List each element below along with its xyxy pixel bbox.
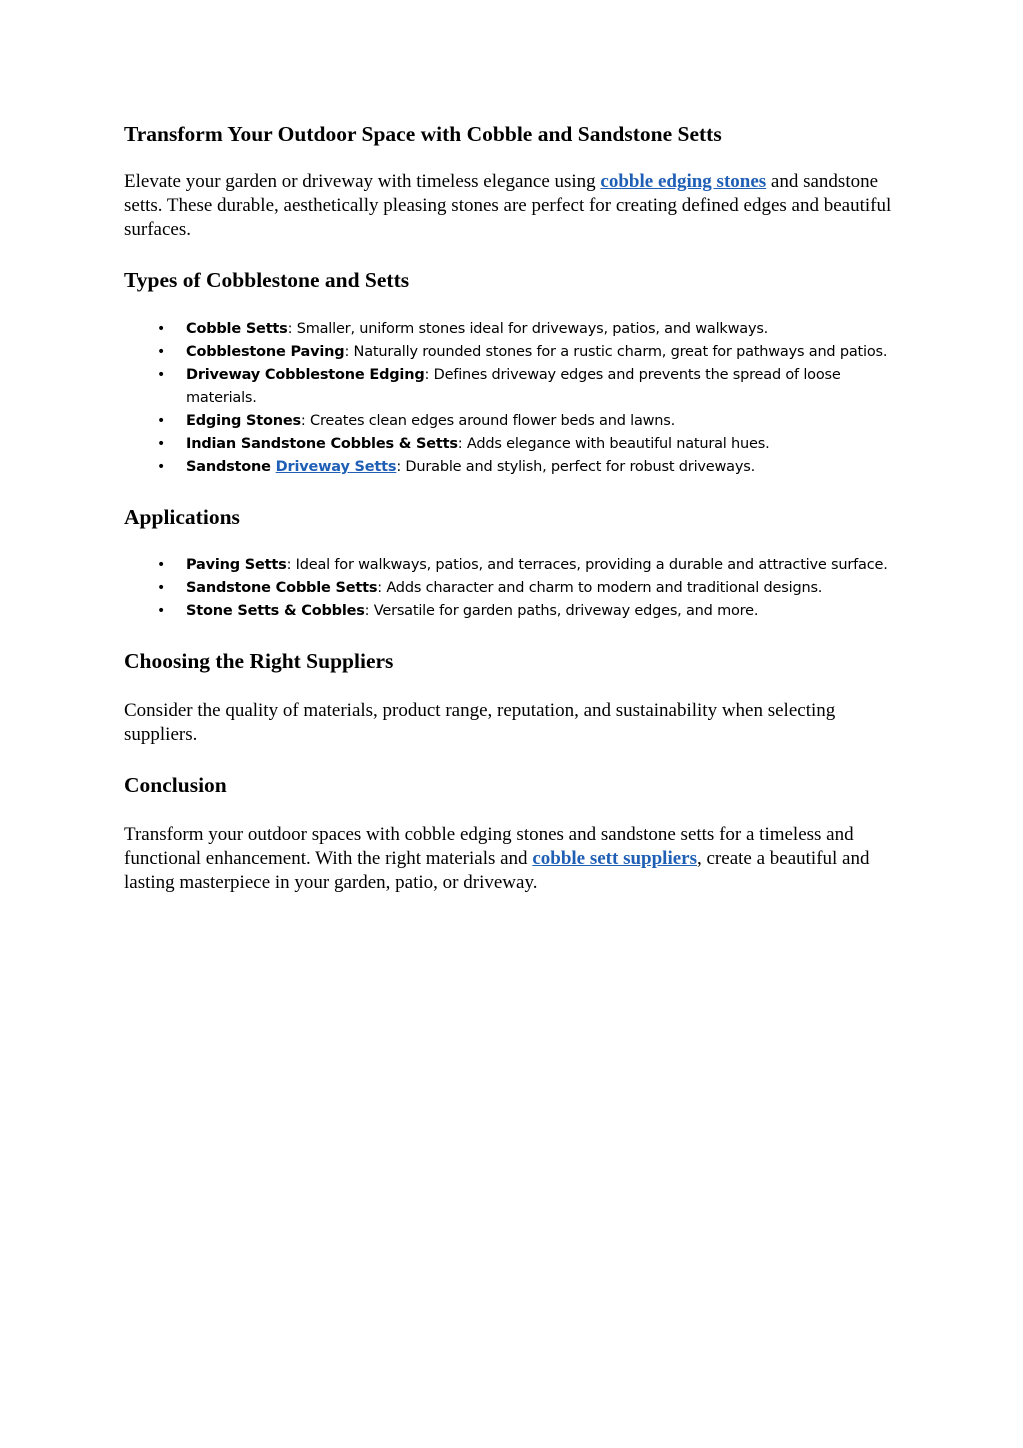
conclusion-paragraph (124, 823, 904, 895)
list-item-term: Indian Sandstone Cobbles & Setts (186, 435, 458, 452)
conclusion-text-end: , create a beautiful and lasting masterpiece in your garden, patio, or driveway. (124, 847, 870, 893)
list-item-desc: : Naturally rounded stones for a rustic charm, great for pathways and patios. (344, 343, 888, 360)
list-item (124, 577, 904, 600)
applications-list (124, 554, 904, 623)
list-item (124, 433, 904, 456)
intro-paragraph (124, 170, 904, 242)
bullet-icon: • (156, 343, 166, 360)
bullet-icon: • (156, 458, 166, 475)
list-item (124, 456, 904, 479)
intro-text-start: Elevate your garden or driveway with timeless elegance using (124, 170, 601, 192)
bullet-icon: • (156, 435, 166, 452)
cobble-edging-stones-link[interactable]: cobble edging stones (600, 170, 767, 192)
bullet-icon: • (156, 580, 166, 597)
list-item (124, 554, 904, 577)
list-item-desc: : Adds elegance with beautiful natural hues. (457, 435, 770, 452)
list-item-desc: : Smaller, uniform stones ideal for driveways, patios, and walkways. (287, 320, 769, 337)
document-page (124, 122, 904, 921)
list-item (124, 341, 904, 364)
list-item-term: Cobble Setts (186, 320, 288, 337)
list-item-term: Paving Setts (186, 557, 287, 574)
applications-heading: Applications (124, 504, 240, 529)
cobble-sett-suppliers-link[interactable]: cobble sett suppliers (532, 847, 697, 869)
bullet-icon: • (156, 320, 166, 337)
page-title: Transform Your Outdoor Space with Cobble and Sandstone Setts (124, 122, 722, 146)
conclusion-text-start: Transform your outdoor spaces with cobble edging stones and sandstone setts for a timeless and functional enhancement. With the right materials and (124, 823, 854, 869)
bullet-icon: • (156, 366, 166, 383)
list-item (124, 410, 904, 433)
bullet-icon: • (156, 557, 166, 574)
types-heading: Types of Cobblestone and Setts (124, 267, 410, 292)
list-item-desc: : Adds character and charm to modern and traditional designs. (377, 580, 823, 597)
list-item-desc: : Creates clean edges around flower beds and lawns. (300, 412, 676, 429)
list-item (124, 600, 904, 623)
conclusion-heading: Conclusion (124, 773, 227, 798)
list-item-desc: : Defines driveway edges and prevents the spread of loose materials. (186, 366, 841, 406)
list-item-term: Edging Stones (186, 412, 301, 429)
intro-text-end: and sandstone setts. These durable, aesthetically pleasing stones are perfect for creating defined edges and beautiful surfaces. (124, 170, 892, 240)
list-item-term: Cobblestone Paving (186, 343, 345, 360)
bullet-icon: • (156, 603, 166, 620)
suppliers-heading: Choosing the Right Suppliers (124, 649, 394, 674)
list-item (124, 364, 904, 410)
list-item-term: Stone Setts & Cobbles (186, 603, 365, 620)
bullet-icon: • (156, 412, 166, 429)
driveway-setts-link[interactable]: Driveway Setts (275, 458, 397, 475)
list-item (124, 318, 904, 341)
types-list (124, 318, 904, 479)
list-item-desc: : Versatile for garden paths, driveway edges, and more. (364, 603, 759, 620)
list-item-desc: : Durable and stylish, perfect for robust driveways. (396, 458, 755, 475)
list-item-term: Sandstone (186, 458, 276, 475)
list-item-term: Driveway Cobblestone Edging (186, 366, 425, 383)
suppliers-paragraph: Consider the quality of materials, product range, reputation, and sustainability when selecting suppliers. (124, 700, 836, 746)
list-item-desc: : Ideal for walkways, patios, and terraces, providing a durable and attractive surface. (286, 557, 888, 574)
list-item-term: Sandstone Cobble Setts (186, 580, 378, 597)
